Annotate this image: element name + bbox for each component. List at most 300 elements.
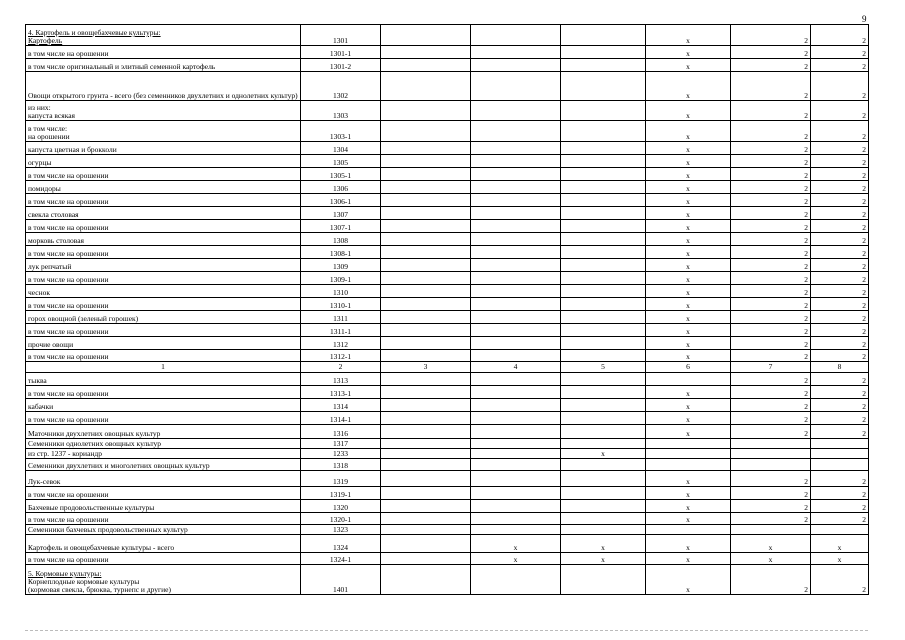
- cell-c4: [471, 565, 561, 595]
- table-row: [26, 399, 869, 412]
- row-code: 1401: [301, 565, 381, 595]
- cell-c6: x: [646, 155, 731, 168]
- cell-c5: [561, 25, 646, 46]
- cell-c8: 2: [811, 59, 869, 72]
- cell-c5: [561, 298, 646, 311]
- cell-c4: [471, 337, 561, 350]
- cell-c4: [471, 194, 561, 207]
- cell-c3: [381, 350, 471, 362]
- cell-c4: [471, 72, 561, 101]
- cell-c8: 2: [811, 46, 869, 59]
- row-label: в том числе на орошении: [26, 412, 301, 425]
- cell-c6: x: [646, 535, 731, 553]
- row-label: Бахчевые продовольственные культуры: [26, 500, 301, 513]
- cell-c6: x: [646, 471, 731, 487]
- cell-c7: [731, 449, 811, 459]
- cell-c3: [381, 449, 471, 459]
- table-row: [26, 59, 869, 72]
- row-code: 1308: [301, 233, 381, 246]
- cell-c3: [381, 207, 471, 220]
- cell-c8: 2: [811, 168, 869, 181]
- cell-c8: 2: [811, 386, 869, 399]
- table-row: [26, 373, 869, 386]
- table-row: [26, 471, 869, 487]
- row-label: 4. Картофель и овощебахчевые культуры: Картофель: [26, 25, 301, 46]
- cell-c3: [381, 500, 471, 513]
- cell-c6: x: [646, 386, 731, 399]
- cell-c5: [561, 168, 646, 181]
- table-row: [26, 412, 869, 425]
- cell-c6: x: [646, 246, 731, 259]
- cell-c3: [381, 25, 471, 46]
- cell-c5: [561, 386, 646, 399]
- cell-c8: 2: [811, 233, 869, 246]
- cell-c6: x: [646, 285, 731, 298]
- cell-c7: 2: [731, 513, 811, 525]
- cell-c8: 2: [811, 272, 869, 285]
- cell-c3: [381, 155, 471, 168]
- cell-c5: [561, 337, 646, 350]
- table-row: [26, 220, 869, 233]
- cell-c6: x: [646, 553, 731, 565]
- cell-c4: [471, 246, 561, 259]
- table-row: [26, 25, 869, 46]
- row-code: 1309-1: [301, 272, 381, 285]
- cell-c4: [471, 272, 561, 285]
- cell-c5: [561, 155, 646, 168]
- row-code: 1319-1: [301, 487, 381, 500]
- table-row: [26, 525, 869, 535]
- row-label: Овощи открытого грунта - всего (без семенников двухлетних и однолетних культур): [26, 72, 301, 101]
- cell-c5: [561, 324, 646, 337]
- cell-c3: [381, 535, 471, 553]
- cell-c6: x: [646, 487, 731, 500]
- cell-c4: [471, 101, 561, 121]
- cell-c6: x: [646, 272, 731, 285]
- cell-c3: [381, 285, 471, 298]
- cell-c8: 2: [811, 259, 869, 272]
- cell-c6: x: [646, 565, 731, 595]
- cell-c4: [471, 449, 561, 459]
- cell-c3: [381, 233, 471, 246]
- cell-c7: 2: [731, 324, 811, 337]
- cell-c4: [471, 220, 561, 233]
- cell-c5: [561, 272, 646, 285]
- cell-c3: [381, 259, 471, 272]
- cell-c3: [381, 373, 471, 386]
- cell-c7: 2: [731, 386, 811, 399]
- cell-c3: [381, 459, 471, 471]
- row-label: в том числе на орошении: [26, 168, 301, 181]
- cell-c6: x: [646, 324, 731, 337]
- cell-c8: 2: [811, 399, 869, 412]
- row-code: 1310-1: [301, 298, 381, 311]
- table-row: [26, 46, 869, 59]
- row-code: 1306-1: [301, 194, 381, 207]
- row-label: горох овощной (зеленый горошек): [26, 311, 301, 324]
- cell-c3: 3: [381, 362, 471, 373]
- table-row: [26, 449, 869, 459]
- cell-c5: [561, 500, 646, 513]
- cell-c8: 2: [811, 565, 869, 595]
- cell-c6: x: [646, 207, 731, 220]
- cell-c3: [381, 246, 471, 259]
- table-row: [26, 272, 869, 285]
- row-code: 1302: [301, 72, 381, 101]
- cell-c7: [731, 459, 811, 471]
- cell-c6: 6: [646, 362, 731, 373]
- cell-c7: 2: [731, 142, 811, 155]
- row-code: 1301: [301, 25, 381, 46]
- row-code: 1311: [301, 311, 381, 324]
- row-code: 1313: [301, 373, 381, 386]
- row-label: 5. Кормовые культуры: Корнеплодные кормовые культуры (кормовая свекла, брюква, турнепс и другие): [26, 565, 301, 595]
- row-code: 1303-1: [301, 121, 381, 142]
- row-label: морковь столовая: [26, 233, 301, 246]
- cell-c7: 2: [731, 59, 811, 72]
- cell-c4: [471, 399, 561, 412]
- cell-c4: x: [471, 535, 561, 553]
- row-label: чеснок: [26, 285, 301, 298]
- cell-c8: 2: [811, 246, 869, 259]
- cell-c7: 2: [731, 155, 811, 168]
- row-label: из них: капуста всякая: [26, 101, 301, 121]
- cell-c7: 2: [731, 259, 811, 272]
- cell-c6: x: [646, 72, 731, 101]
- row-code: 1318: [301, 459, 381, 471]
- cell-c6: x: [646, 259, 731, 272]
- cell-c3: [381, 72, 471, 101]
- cell-c4: [471, 285, 561, 298]
- cell-c4: [471, 207, 561, 220]
- cell-c8: [811, 449, 869, 459]
- table-row: [26, 553, 869, 565]
- row-label: в том числе на орошении: [26, 324, 301, 337]
- cell-c5: [561, 487, 646, 500]
- cell-c7: 2: [731, 298, 811, 311]
- cell-c6: x: [646, 220, 731, 233]
- cell-c5: [561, 471, 646, 487]
- cell-c8: 2: [811, 155, 869, 168]
- cell-c6: x: [646, 101, 731, 121]
- table-row: [26, 298, 869, 311]
- cell-c6: x: [646, 121, 731, 142]
- cell-c8: 2: [811, 412, 869, 425]
- cell-c7: 2: [731, 220, 811, 233]
- cell-c8: 2: [811, 471, 869, 487]
- cell-c8: 2: [811, 324, 869, 337]
- table-row: [26, 207, 869, 220]
- cell-c4: [471, 386, 561, 399]
- cell-c3: [381, 194, 471, 207]
- cell-c8: 2: [811, 285, 869, 298]
- cell-c3: [381, 272, 471, 285]
- cell-c8: 2: [811, 142, 869, 155]
- cell-c7: 2: [731, 101, 811, 121]
- cell-c5: [561, 412, 646, 425]
- cell-c5: [561, 46, 646, 59]
- cell-c7: 2: [731, 311, 811, 324]
- cell-c7: 2: [731, 471, 811, 487]
- cell-c7: 2: [731, 337, 811, 350]
- cell-c8: 2: [811, 487, 869, 500]
- cell-c6: x: [646, 412, 731, 425]
- cell-c3: [381, 311, 471, 324]
- cell-c7: 2: [731, 181, 811, 194]
- row-label: прочие овощи: [26, 337, 301, 350]
- row-code: 1301-1: [301, 46, 381, 59]
- cell-c4: [471, 324, 561, 337]
- row-code: 1233: [301, 449, 381, 459]
- cell-c4: [471, 373, 561, 386]
- cell-c6: x: [646, 233, 731, 246]
- row-label: в том числе на орошении: [26, 513, 301, 525]
- column-numbering-row: [26, 362, 869, 373]
- table-row: [26, 246, 869, 259]
- row-code: 1314-1: [301, 412, 381, 425]
- cell-c3: [381, 220, 471, 233]
- cell-c5: [561, 142, 646, 155]
- row-label: в том числе: на орошении: [26, 121, 301, 142]
- cell-c6: x: [646, 500, 731, 513]
- table-row: [26, 487, 869, 500]
- cell-c8: 2: [811, 311, 869, 324]
- cell-c5: [561, 350, 646, 362]
- cell-c7: [731, 439, 811, 449]
- cell-c8: 2: [811, 207, 869, 220]
- row-label: Семенники бахчевых продовольственных культур: [26, 525, 301, 535]
- cell-c7: 2: [731, 412, 811, 425]
- table-row: [26, 155, 869, 168]
- cell-c7: 2: [731, 500, 811, 513]
- row-label: Семенники однолетних овощных культур: [26, 439, 301, 449]
- table-row: [26, 324, 869, 337]
- table-row: [26, 439, 869, 449]
- cell-c3: [381, 439, 471, 449]
- row-label: в том числе на орошении: [26, 246, 301, 259]
- cell-c4: [471, 412, 561, 425]
- row-label: 1: [26, 362, 301, 373]
- table-row: [26, 337, 869, 350]
- row-label: в том числе на орошении: [26, 553, 301, 565]
- cell-c7: x: [731, 553, 811, 565]
- row-code: 1310: [301, 285, 381, 298]
- cell-c4: [471, 459, 561, 471]
- cell-c7: 2: [731, 285, 811, 298]
- cell-c8: 2: [811, 101, 869, 121]
- cell-c4: [471, 311, 561, 324]
- cell-c5: x: [561, 553, 646, 565]
- cell-c6: x: [646, 25, 731, 46]
- cell-c4: [471, 513, 561, 525]
- cell-c8: 2: [811, 337, 869, 350]
- table-row: [26, 565, 869, 595]
- row-label: тыква: [26, 373, 301, 386]
- cell-c5: 5: [561, 362, 646, 373]
- row-code: 1313-1: [301, 386, 381, 399]
- row-label: в том числе на орошении: [26, 350, 301, 362]
- table-row: [26, 425, 869, 439]
- table-row: [26, 459, 869, 471]
- row-label: в том числе на орошении: [26, 220, 301, 233]
- cell-c4: [471, 155, 561, 168]
- row-label: в том числе на орошении: [26, 272, 301, 285]
- cell-c8: 2: [811, 220, 869, 233]
- cell-c4: [471, 46, 561, 59]
- row-label: кабачки: [26, 399, 301, 412]
- row-label: Маточники двухлетних овощных культур: [26, 425, 301, 439]
- cell-c3: [381, 525, 471, 535]
- cell-c5: [561, 565, 646, 595]
- cell-c4: [471, 121, 561, 142]
- table-row: [26, 259, 869, 272]
- cell-c3: [381, 565, 471, 595]
- cell-c4: [471, 168, 561, 181]
- cell-c5: x: [561, 449, 646, 459]
- cell-c8: 2: [811, 373, 869, 386]
- cell-c3: [381, 324, 471, 337]
- row-code: 2: [301, 362, 381, 373]
- row-label: в том числе на орошении: [26, 386, 301, 399]
- cell-c7: 2: [731, 399, 811, 412]
- row-code: 1303: [301, 101, 381, 121]
- cell-c7: 2: [731, 194, 811, 207]
- cell-c3: [381, 399, 471, 412]
- cell-c4: [471, 25, 561, 46]
- cell-c3: [381, 59, 471, 72]
- cell-c7: 2: [731, 72, 811, 101]
- cell-c6: [646, 439, 731, 449]
- cell-c7: 2: [731, 425, 811, 439]
- cell-c8: 2: [811, 500, 869, 513]
- cell-c4: [471, 425, 561, 439]
- cell-c7: 2: [731, 487, 811, 500]
- row-label: в том числе на орошении: [26, 487, 301, 500]
- cell-c5: x: [561, 535, 646, 553]
- row-label: Картофель и овощебахчевые культуры - всего: [26, 535, 301, 553]
- row-label: в том числе на орошении: [26, 194, 301, 207]
- page-number: 9: [862, 14, 867, 24]
- cell-c6: x: [646, 298, 731, 311]
- table-row: [26, 168, 869, 181]
- cell-c3: [381, 553, 471, 565]
- row-code: 1314: [301, 399, 381, 412]
- cell-c5: [561, 513, 646, 525]
- table-row: [26, 386, 869, 399]
- cell-c4: [471, 233, 561, 246]
- cell-c4: [471, 59, 561, 72]
- cell-c6: x: [646, 168, 731, 181]
- cell-c5: [561, 525, 646, 535]
- cell-c6: [646, 373, 731, 386]
- cell-c3: [381, 142, 471, 155]
- row-code: 1301-2: [301, 59, 381, 72]
- cell-c8: [811, 439, 869, 449]
- cell-c5: [561, 399, 646, 412]
- cell-c4: [471, 142, 561, 155]
- table-row: [26, 513, 869, 525]
- cell-c8: 2: [811, 72, 869, 101]
- table-row: [26, 285, 869, 298]
- cell-c3: [381, 425, 471, 439]
- row-label: в том числе на орошении: [26, 298, 301, 311]
- row-code: 1304: [301, 142, 381, 155]
- cell-c3: [381, 337, 471, 350]
- cell-c7: 2: [731, 233, 811, 246]
- cell-c6: x: [646, 350, 731, 362]
- table-row: [26, 194, 869, 207]
- row-code: 1309: [301, 259, 381, 272]
- row-label: огурцы: [26, 155, 301, 168]
- cell-c3: [381, 181, 471, 194]
- cell-c5: [561, 459, 646, 471]
- cell-c4: [471, 259, 561, 272]
- cell-c4: [471, 525, 561, 535]
- row-code: 1324: [301, 535, 381, 553]
- cell-c6: [646, 459, 731, 471]
- cell-c5: [561, 285, 646, 298]
- cell-c6: [646, 525, 731, 535]
- cell-c3: [381, 412, 471, 425]
- cell-c5: [561, 101, 646, 121]
- cell-c6: x: [646, 425, 731, 439]
- cell-c5: [561, 121, 646, 142]
- cell-c6: [646, 449, 731, 459]
- row-label: помидоры: [26, 181, 301, 194]
- table-row: [26, 500, 869, 513]
- table-row: [26, 121, 869, 142]
- cell-c8: 2: [811, 25, 869, 46]
- cell-c6: x: [646, 513, 731, 525]
- row-label: Лук-севок: [26, 471, 301, 487]
- row-code: 1307: [301, 207, 381, 220]
- cell-c7: [731, 525, 811, 535]
- row-code: 1311-1: [301, 324, 381, 337]
- row-code: 1317: [301, 439, 381, 449]
- cell-c4: [471, 439, 561, 449]
- row-label: лук репчатый: [26, 259, 301, 272]
- cell-c5: [561, 373, 646, 386]
- cell-c3: [381, 168, 471, 181]
- row-code: 1323: [301, 525, 381, 535]
- table-row: [26, 233, 869, 246]
- row-code: 1320-1: [301, 513, 381, 525]
- cell-c8: 2: [811, 194, 869, 207]
- table-row: [26, 535, 869, 553]
- cell-c5: [561, 72, 646, 101]
- row-code: 1305-1: [301, 168, 381, 181]
- row-label: свекла столовая: [26, 207, 301, 220]
- cell-c3: [381, 386, 471, 399]
- cell-c8: 2: [811, 181, 869, 194]
- cell-c7: 2: [731, 350, 811, 362]
- cell-c6: x: [646, 399, 731, 412]
- cell-c3: [381, 298, 471, 311]
- cell-c3: [381, 513, 471, 525]
- cell-c5: [561, 194, 646, 207]
- cell-c4: [471, 471, 561, 487]
- row-label: капуста цветная и брокколи: [26, 142, 301, 155]
- cell-c8: [811, 459, 869, 471]
- cell-c6: x: [646, 142, 731, 155]
- cell-c6: x: [646, 337, 731, 350]
- cell-c5: [561, 220, 646, 233]
- row-code: 1319: [301, 471, 381, 487]
- cell-c7: x: [731, 535, 811, 553]
- cell-c7: 2: [731, 46, 811, 59]
- row-code: 1308-1: [301, 246, 381, 259]
- row-label: в том числе на орошении: [26, 46, 301, 59]
